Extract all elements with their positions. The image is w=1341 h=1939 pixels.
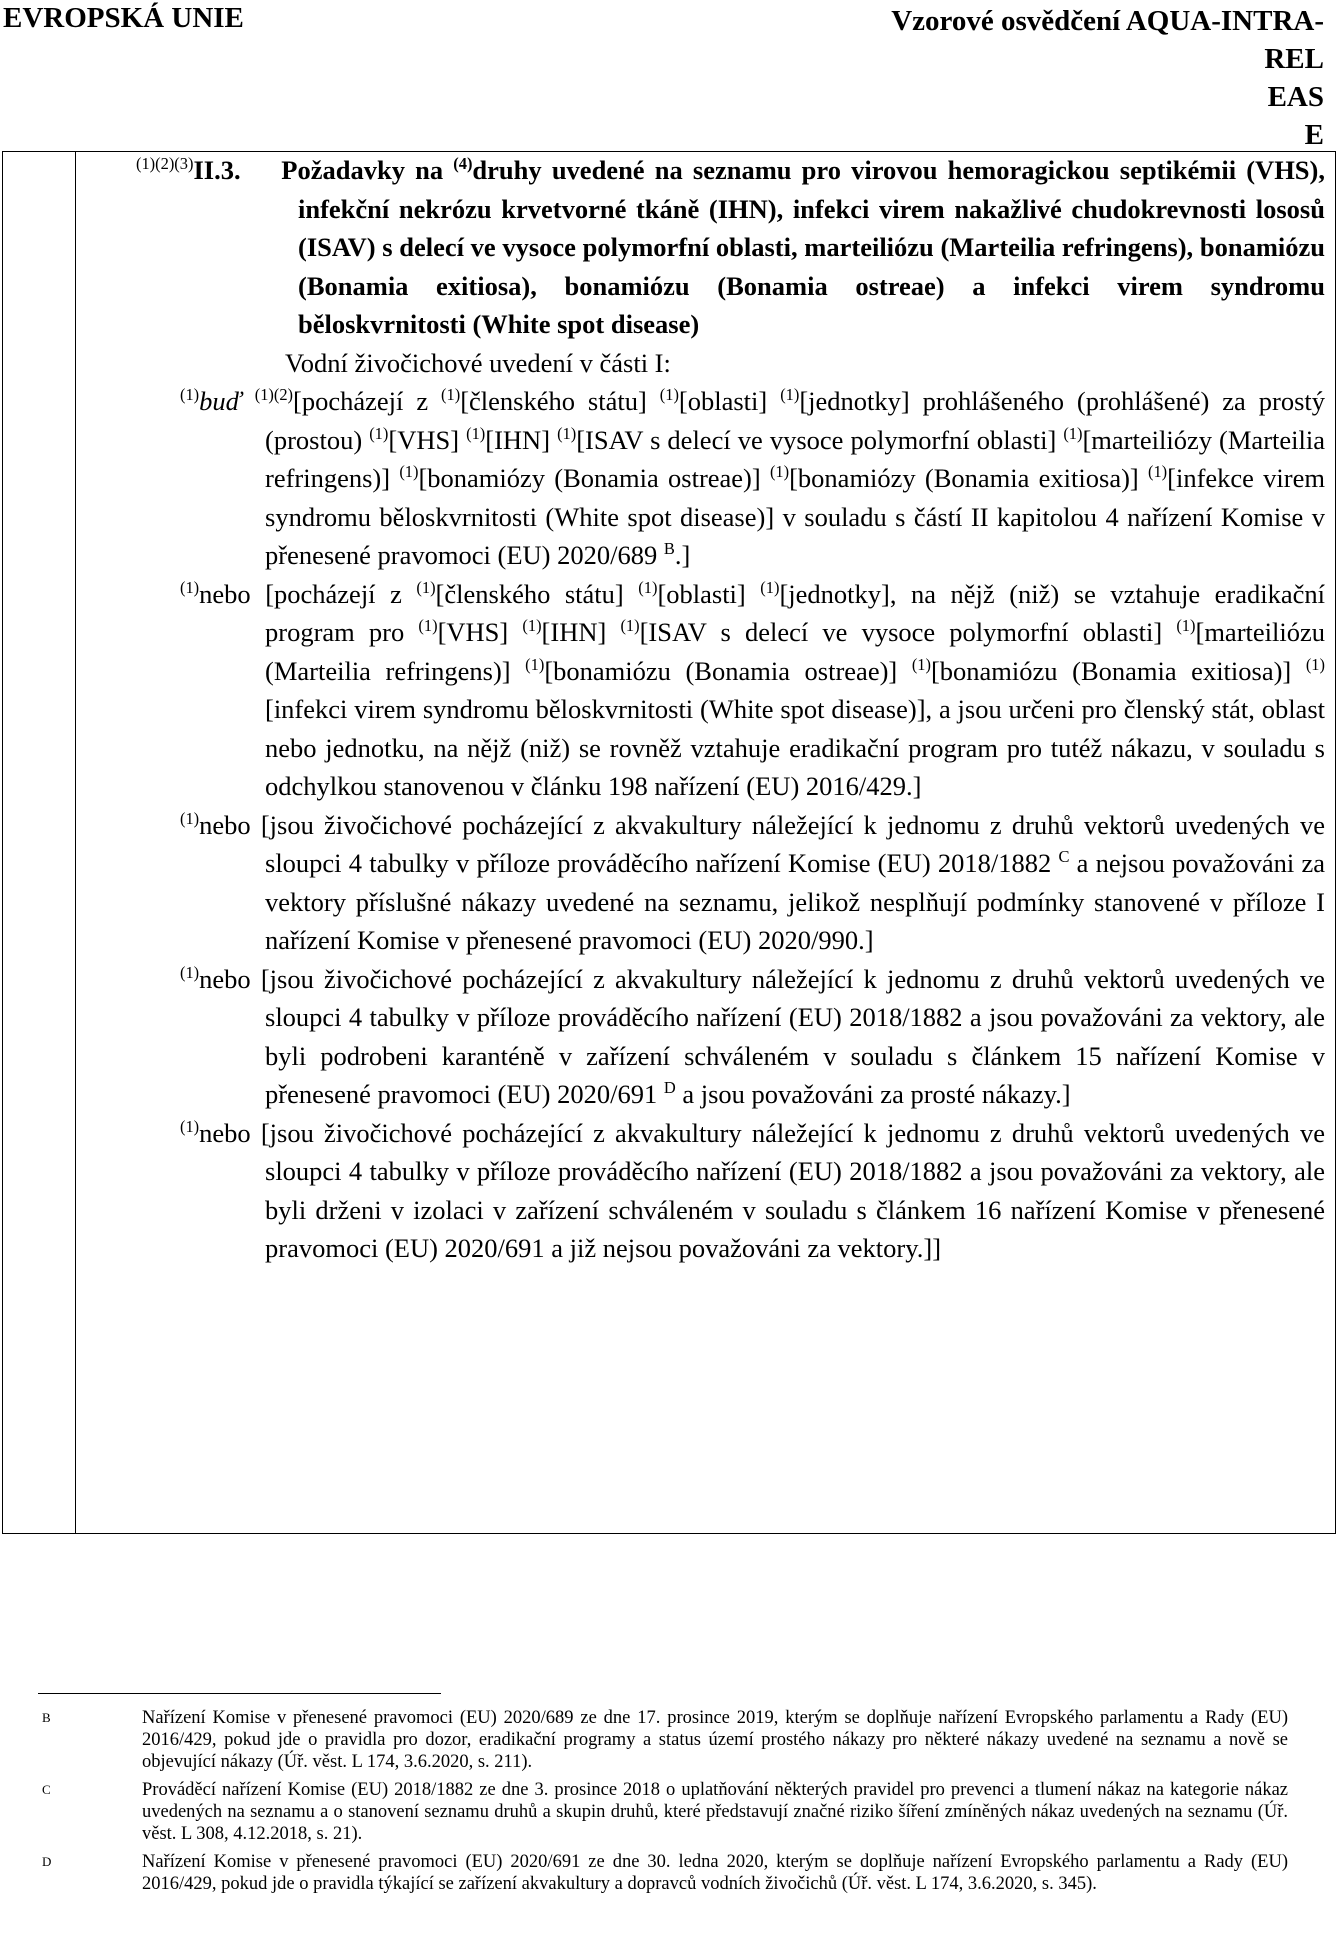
section-title-rest: druhy uvedené na seznamu pro virovou hemoragickou septikémii (VHS), infekční nekrózu krvetvorné tkáně (IHN), infekci virem nakažlivé chudokrevnosti lososů (ISAV) s delecí ve vysoce polymorfní oblasti, marteiliózu (Marteilia refringens), bonamiózu (Bonamia exitiosa), bonamiózu (Bonamia ostreae) a infekci virem syndromu běloskvrnitosti (White spot disease): [298, 155, 1325, 339]
footnote-mark: (1): [522, 616, 542, 636]
page-header: [0, 2, 1341, 152]
header-title-line: EAS: [1267, 81, 1324, 113]
section-title-start: Požadavky na: [281, 155, 454, 185]
option-paragraph: [180, 382, 1325, 575]
footnote-mark: (1): [418, 616, 438, 636]
paragraph-text: [jednotky], na nějž (niž) se vztahuje eradikační program pro: [265, 578, 1326, 647]
paragraph-text: nebo [pocházejí z: [199, 578, 417, 609]
paragraph-text: [infekci virem syndromu běloskvrnitosti (White spot disease)], a jsou určeni pro členský stát, oblast nebo jednotku, na nějž (niž) se rovněž vztahuje eradikační program pro tutéž nákazu, v souladu s odchylkou stanovenou v článku 198 nařízení (EU) 2016/429.]: [265, 694, 1325, 801]
option-lead: buď: [199, 386, 242, 416]
paragraph-text: [IHN]: [485, 424, 558, 455]
paragraph-text: [pocházejí z: [293, 386, 442, 416]
footnote-mark: (1): [525, 654, 545, 674]
footnote-mark: (1): [399, 462, 419, 482]
section-number: II.3.: [193, 155, 241, 185]
footnote-separator: [38, 1693, 441, 1694]
footnote-mark: (1): [557, 423, 577, 443]
paragraph-text: [ISAV s delecí ve vysoce polymorfní oblasti]: [639, 617, 1177, 647]
option-paragraph: [180, 575, 1325, 806]
paragraph-text: [infekce virem syndromu běloskvrnitosti (White spot disease)] v souladu s částí II kapitolou 4 nařízení Komise v přenesené pravomoci (EU) 2020/689: [265, 463, 1325, 570]
footnote-mark: (1): [369, 423, 389, 443]
footnote-mark: (1): [180, 808, 200, 828]
paragraph-text: [IHN]: [541, 617, 621, 647]
option-paragraph: [180, 1114, 1325, 1268]
footnote-mark: (1): [760, 577, 780, 597]
paragraph-text: [ISAV s delecí ve vysoce polymorfní oblasti]: [576, 424, 1064, 455]
footnote-mark: (1): [180, 577, 200, 597]
footnote-mark: (1): [180, 962, 200, 982]
footnote-label: C: [42, 1782, 51, 1797]
footnote: [38, 1707, 1288, 1773]
footnote-mark: (1): [638, 577, 658, 597]
footnote-ref[interactable]: B: [663, 539, 675, 559]
footnote-mark: (1): [180, 385, 200, 405]
paragraph-text: [oblasti]: [657, 578, 761, 609]
paragraph-text: [jednotky] prohlášeného (prohlášené) za prostý (prostou): [265, 386, 1326, 455]
paragraph-text: .]: [674, 540, 691, 570]
paragraph-text: a jsou považováni za prosté nákazy.]: [675, 1079, 1071, 1109]
paragraph-text: [marteiliózu (Marteilia refringens)]: [265, 617, 1325, 686]
paragraph-text: [VHS]: [388, 424, 467, 455]
section-content: [136, 151, 1326, 1268]
footnote-mark: (1): [769, 462, 790, 482]
paragraph-text: nebo [jsou živočichové pocházející z akvakultury náležející k jednomu z druhů vektorů uvedených ve sloupci 4 tabulky v příloze prováděcího nařízení Komise (EU) 2018/1882: [199, 809, 1325, 878]
option-paragraph: [180, 806, 1325, 960]
footnote-mark: (4): [453, 154, 473, 174]
footnote-ref[interactable]: D: [663, 1078, 676, 1098]
paragraph-text: nebo [jsou živočichové pocházející z akvakultury náležející k jednomu z druhů vektorů uvedených ve sloupci 4 tabulky v příloze prováděcího nařízení (EU) 2018/1882 a jsou považováni za vektory, ale byli podrobeni karanténě v zařízení schváleném v souladu s článkem 15 nařízení Komise v přenesené pravomoci (EU) 2020/691: [199, 963, 1325, 1109]
paragraph-text: a nejsou považováni za vektory příslušné nákazy uvedené na seznamu, jelikož nesplňují podmínky stanovené v příloze I nařízení Komise v přenesené pravomoci (EU) 2020/990.]: [265, 848, 1325, 955]
footnote-mark: (1): [911, 654, 931, 674]
footnote-mark: (1): [659, 385, 679, 405]
table-column-divider: [75, 152, 76, 1533]
footnote-text: Nařízení Komise v přenesené pravomoci (EU) 2020/689 ze dne 17. prosince 2019, kterým se doplňuje nařízení Evropského parlamentu a Rady (EU) 2016/429, pokud jde o pravidla pro dozor, eradikační programy a status území prostého nákazy pro některé nákazy uvedené na seznamu a nově se objevující nákazy (Úř. věst. L 174, 3.6.2020, s. 211).: [142, 1708, 1288, 1772]
paragraph-text: [členského státu]: [435, 578, 639, 609]
paragraph-text: [oblasti]: [678, 386, 781, 416]
header-union-title: EVROPSKÁ UNIE: [3, 2, 244, 34]
footnote-mark: (1)(2): [254, 385, 294, 405]
paragraph-text: [bonamiózu (Bonamia exitiosa)]: [930, 655, 1306, 686]
footnote-mark: (1): [1063, 423, 1083, 443]
header-title-line: E: [1304, 119, 1324, 151]
footnote-label: B: [42, 1710, 51, 1725]
footnote-mark: (1): [441, 385, 461, 405]
paragraph-text: [bonamiózu (Bonamia ostreae)]: [544, 655, 912, 686]
footnote-text: Nařízení Komise v přenesené pravomoci (EU) 2020/691 ze dne 30. ledna 2020, kterým se doplňuje nařízení Evropského parlamentu a Rady (EU) 2016/429, pokud jde o pravidla týkající se zařízení akvakultury a dopravců vodních živočichů (Úř. věst. L 174, 3.6.2020, s. 345).: [142, 1852, 1288, 1894]
header-title-line: Vzorové osvědčení AQUA-INTRA-: [891, 5, 1324, 37]
footnote-text: Prováděcí nařízení Komise (EU) 2018/1882 ze dne 3. prosince 2018 o uplatňování některých pravidel pro prevenci a tlumení nákaz na kategorie nákaz uvedených na seznamu a o stanovení seznamu druhů a skupin druhů, které představují značné riziko šíření zmíněných nákaz uvedených na seznamu (Úř. věst. L 308, 4.12.2018, s. 21).: [142, 1780, 1288, 1844]
footnote-marks: (1)(2)(3): [136, 154, 194, 174]
footnote-mark: (1): [620, 616, 640, 636]
footnotes: [38, 1707, 1288, 1901]
paragraph-text: [členského státu]: [460, 386, 660, 416]
footnote: [38, 1851, 1288, 1895]
option-paragraph: [180, 960, 1325, 1114]
paragraph-text: [marteiliózy (Marteilia refringens)]: [265, 424, 1325, 493]
footnote-label: D: [42, 1854, 52, 1869]
footnote-mark: (1): [780, 385, 800, 405]
footnote-mark: (1): [466, 423, 486, 443]
header-title-line: REL: [1264, 43, 1324, 75]
footnote-ref[interactable]: C: [1058, 847, 1070, 867]
footnote-mark: (1): [416, 577, 436, 597]
paragraph-text: [bonamiózy (Bonamia exitiosa)]: [789, 463, 1148, 493]
section-heading: [136, 151, 1325, 344]
footnote-mark: (1): [1147, 462, 1168, 482]
header-certificate-title: [891, 2, 1324, 154]
paragraph-text: nebo [jsou živočichové pocházející z akvakultury náležející k jednomu z druhů vektorů uvedených ve sloupci 4 tabulky v příloze prováděcího nařízení (EU) 2018/1882 a jsou považováni za vektory, ale byli drženi v izolaci v zařízení schváleném v souladu s článkem 16 nařízení Komise v přenesené pravomoci (EU) 2020/691 a již nejsou považováni za vektory.]]: [199, 1117, 1325, 1263]
footnote-mark: (1): [1176, 616, 1196, 636]
section-intro: Vodní živočichové uvedení v části I:: [285, 347, 671, 378]
footnote-mark: (1): [180, 1116, 200, 1136]
paragraph-text: [bonamiózy (Bonamia ostreae)]: [418, 463, 770, 493]
footnote: [38, 1779, 1288, 1845]
paragraph-text: [VHS]: [437, 617, 523, 647]
footnote-mark: (1): [1305, 654, 1325, 674]
